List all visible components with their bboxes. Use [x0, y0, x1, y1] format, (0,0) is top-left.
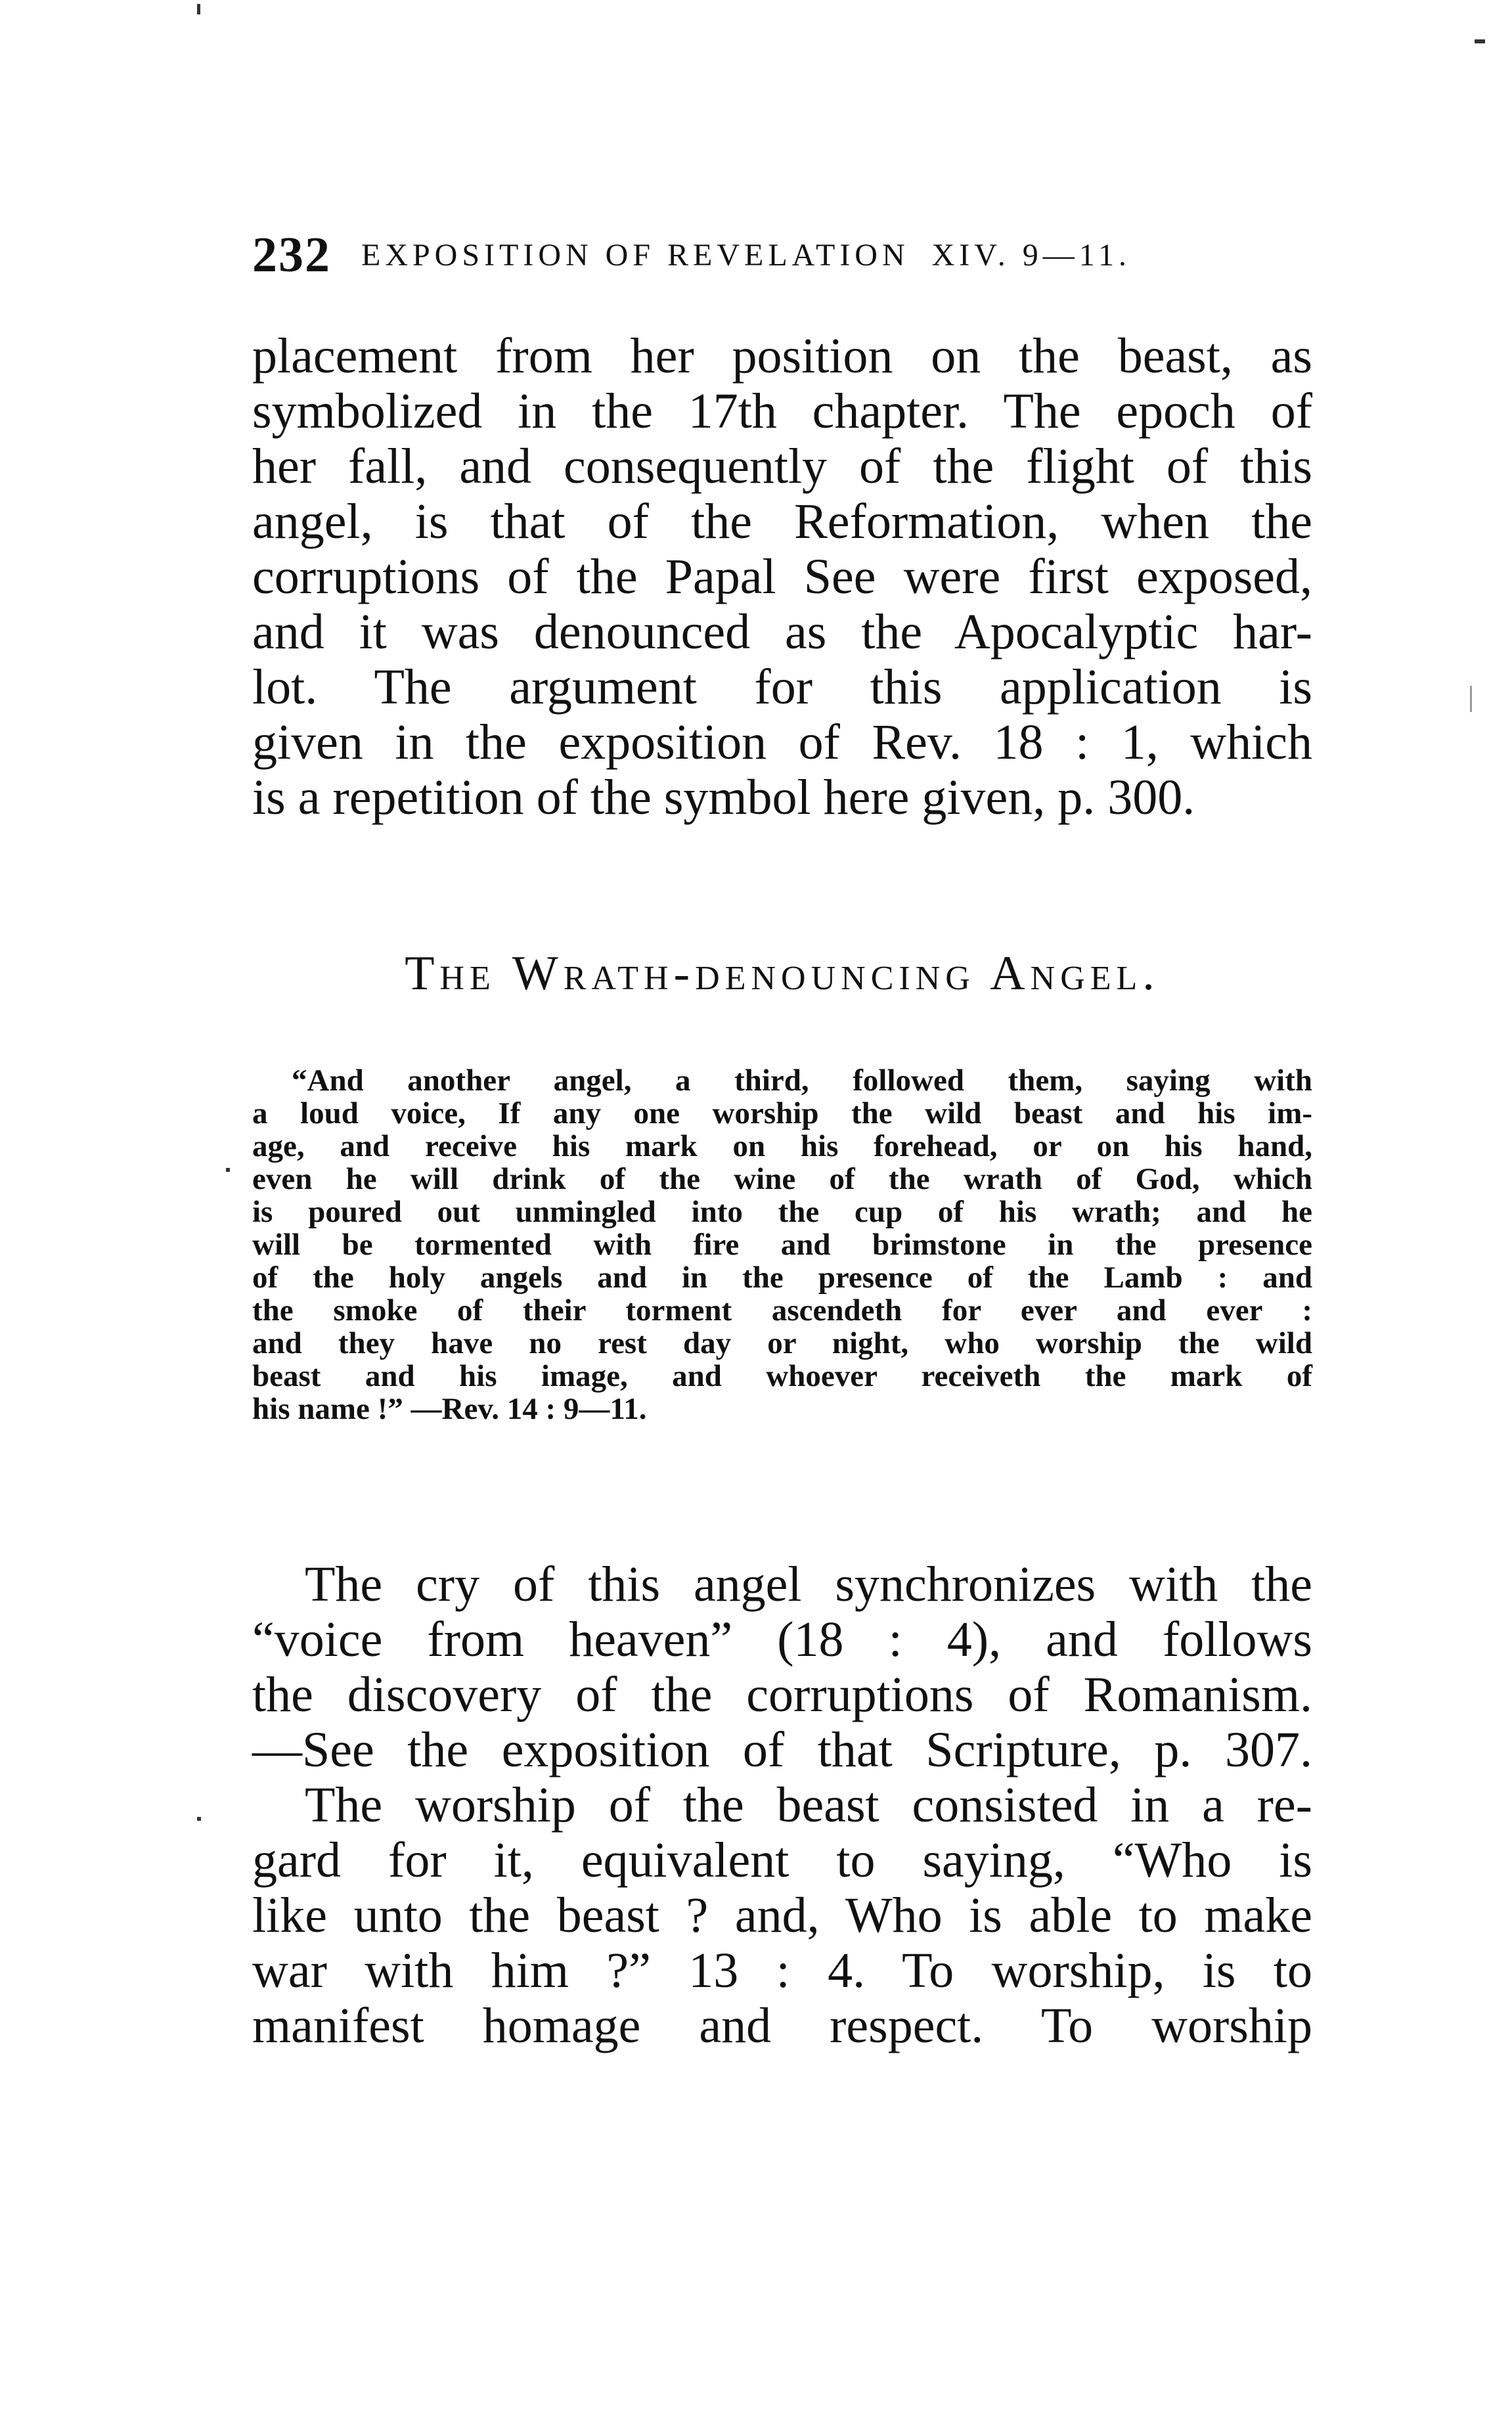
paragraph-1-line-9: is a repetition of the symbol here given, p. 300. [252, 770, 1195, 825]
paragraph-2-line-3: the discovery of the corruptions of Romanism. [252, 1667, 1312, 1722]
scan-speck [197, 4, 200, 14]
paragraph-1-line-6: and it was denounced as the Apocalyptic har- [252, 604, 1312, 659]
quote-line-7: of the holy angels and in the presence of the Lamb : and [252, 1261, 1312, 1295]
paragraph-1-line-1: placement from her position on the beast, as [252, 328, 1312, 384]
paragraph-3-line-3: like unto the beast ? and, Who is able to make [252, 1888, 1312, 1943]
paragraph-1-line-2: symbolized in the 17th chapter. The epoch of [252, 384, 1312, 439]
running-head [252, 227, 1316, 286]
scan-speck [197, 1817, 201, 1821]
scan-speck [226, 1168, 230, 1172]
scan-speck [1470, 686, 1472, 712]
paragraph-2-line-1: The cry of this angel synchronizes with the [305, 1557, 1312, 1612]
quote-line-11: his name !” —Rev. 14 : 9—11. [252, 1392, 647, 1426]
paragraph-1-line-5: corruptions of the Papal See were first exposed, [252, 549, 1312, 604]
quote-line-2: a loud voice, If any one worship the wild beast and his im- [252, 1096, 1312, 1130]
running-head-reference: XIV. 9—11. [931, 238, 1131, 273]
quote-line-1: “And another angel, a third, followed them, saying with [292, 1063, 1312, 1098]
running-head-title: EXPOSITION OF REVELATION [361, 238, 910, 273]
quote-line-4: even he will drink of the wine of the wrath of God, which [252, 1162, 1312, 1196]
quote-line-10: beast and his image, and whoever receiveth the mark of [252, 1359, 1312, 1393]
paragraph-3-line-5: manifest homage and respect. To worship [252, 1998, 1312, 2053]
quote-line-3: age, and receive his mark on his forehead, or on his hand, [252, 1129, 1312, 1163]
paragraph-1-line-7: lot. The argument for this application is [252, 659, 1312, 715]
quote-line-8: the smoke of their torment ascendeth for ever and ever : [252, 1293, 1312, 1328]
paragraph-2-line-4: —See the exposition of that Scripture, p. 307. [252, 1722, 1312, 1777]
page-number: 232 [252, 227, 331, 282]
quote-line-9: and they have no rest day or night, who worship the wild [252, 1326, 1312, 1360]
paragraph-1-line-4: angel, is that of the Reformation, when the [252, 494, 1312, 549]
paragraph-1-line-8: given in the exposition of Rev. 18 : 1, which [252, 715, 1312, 770]
paragraph-2-line-2: “voice from heaven” (18 : 4), and follows [252, 1612, 1312, 1667]
paragraph-1-line-3: her fall, and consequently of the flight of this [252, 439, 1312, 494]
paragraph-3-line-1: The worship of the beast consisted in a re- [305, 1777, 1312, 1833]
quote-line-5: is poured out unmingled into the cup of his wrath; and he [252, 1195, 1312, 1229]
paragraph-3-line-2: gard for it, equivalent to saying, “Who is [252, 1833, 1312, 1888]
section-heading: The Wrath-denouncing Angel. [405, 947, 1160, 1000]
scan-speck [1475, 39, 1485, 43]
quote-line-6: will be tormented with fire and brimstone in the presence [252, 1228, 1312, 1262]
paragraph-3-line-4: war with him ?” 13 : 4. To worship, is to [252, 1943, 1312, 1998]
